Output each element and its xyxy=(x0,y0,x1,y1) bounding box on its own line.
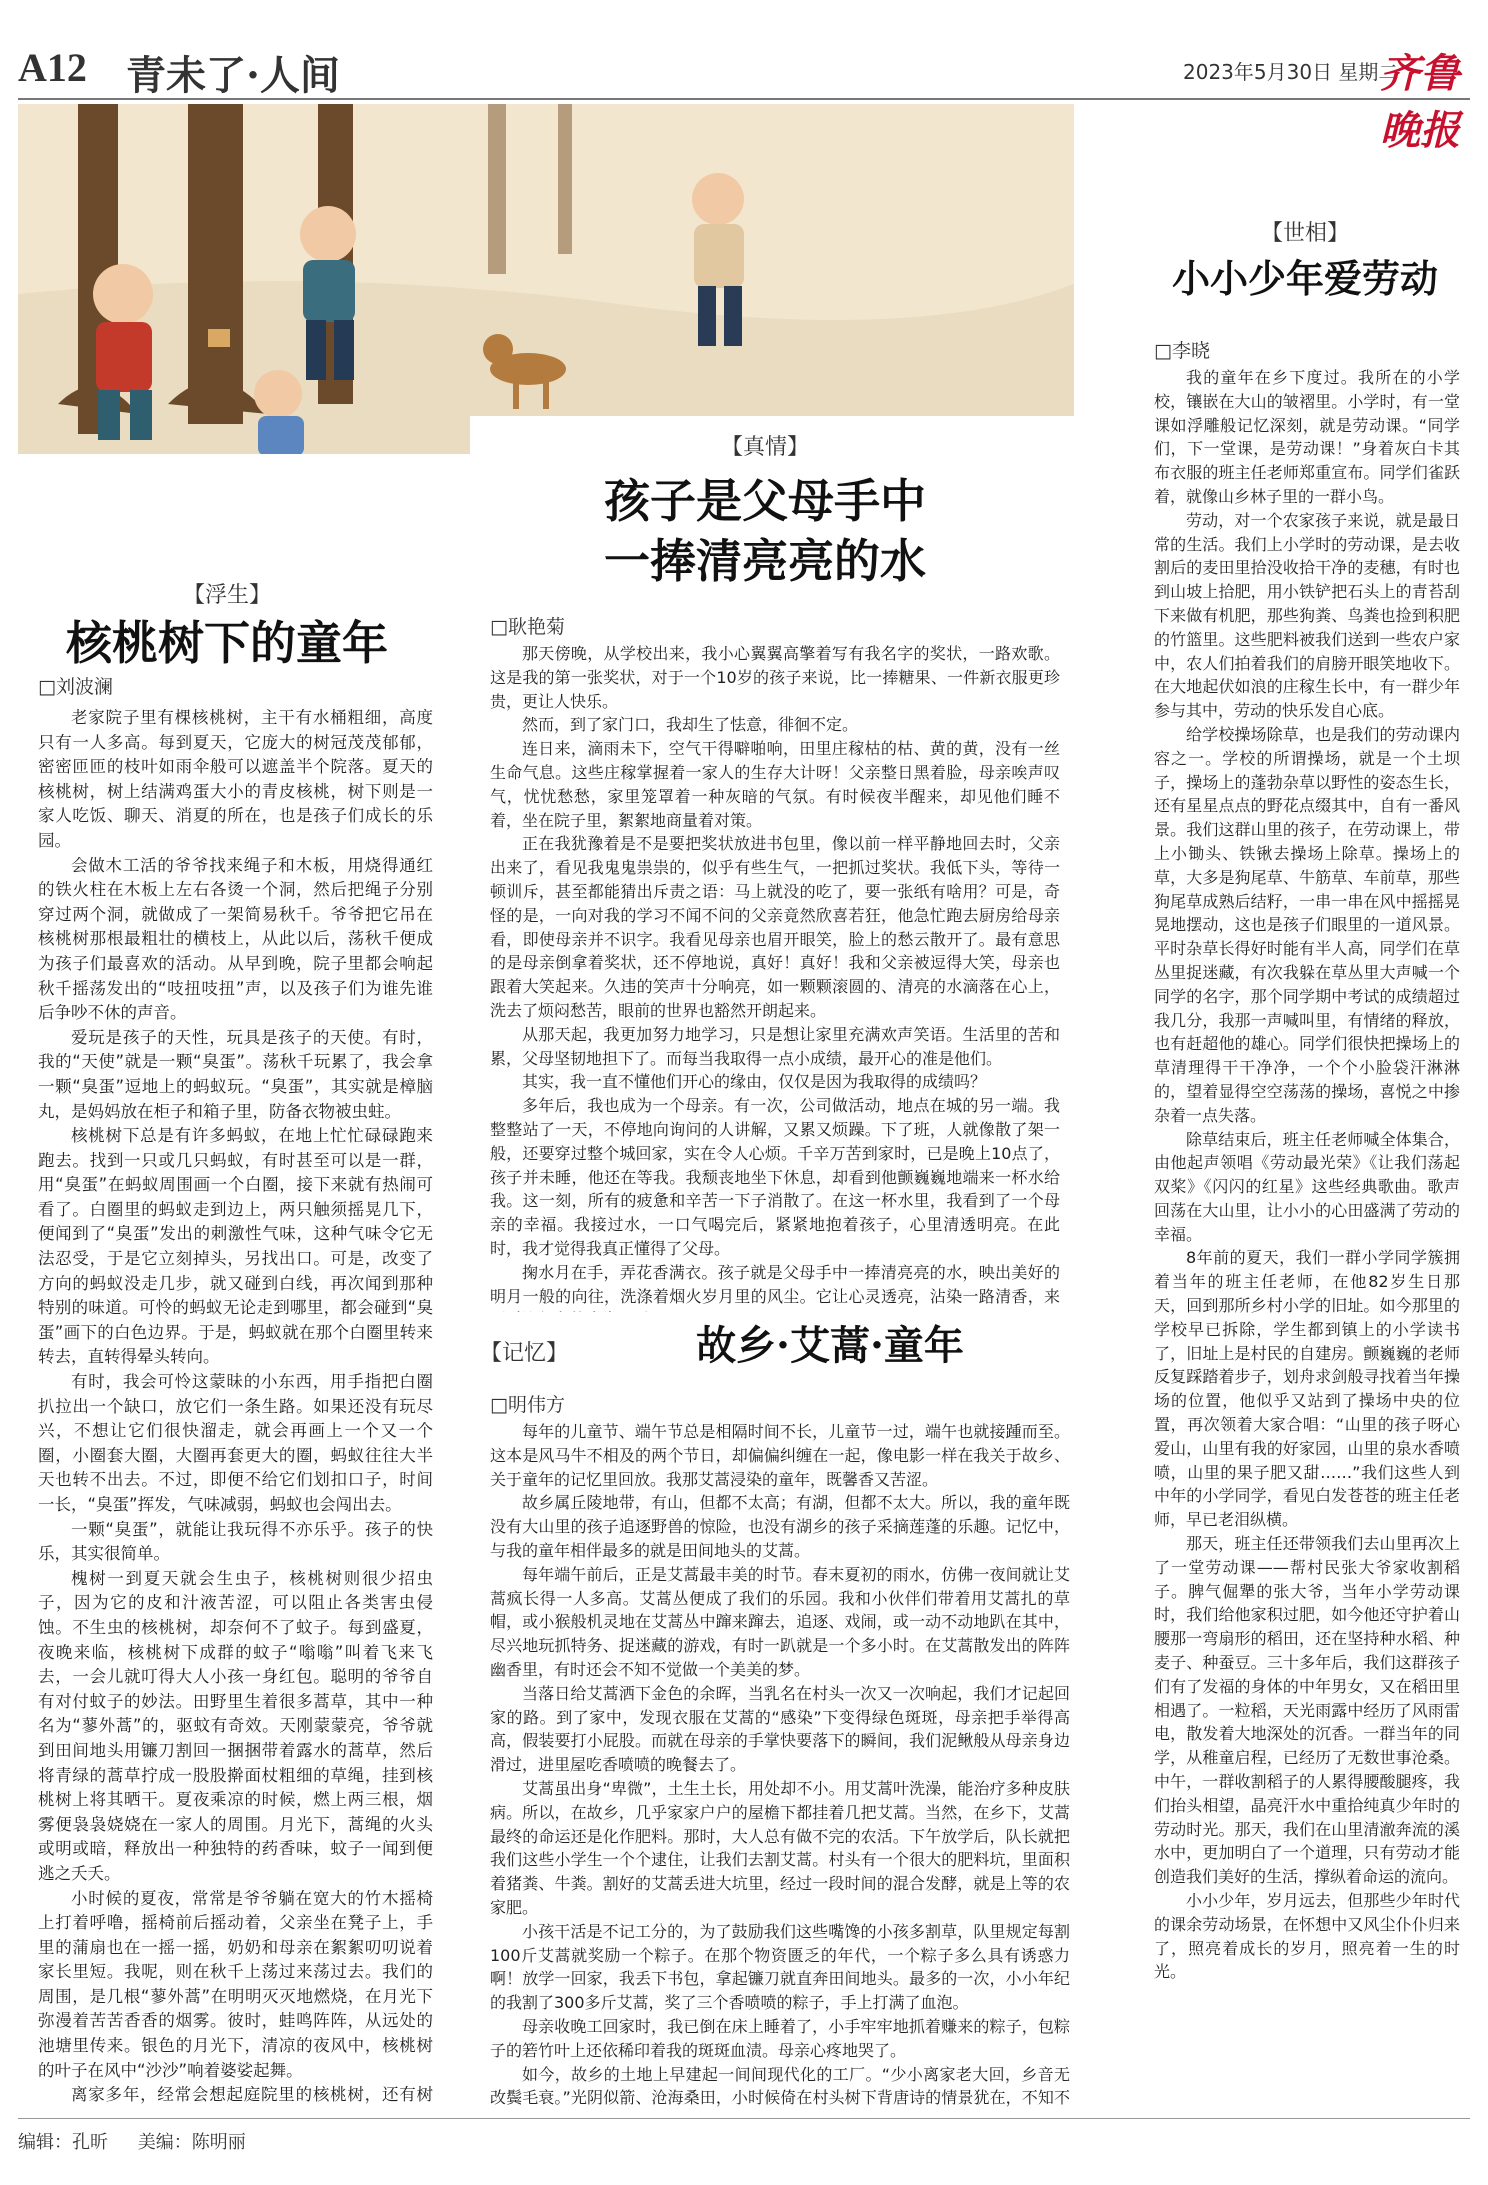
paragraph: 槐树一到夏天就会生虫子，核桃树则很少招虫子，因为它的皮和汁液苦涩，可以阻止各类害虫侵蚀。不生虫的核桃树，却奈何不了蚊子。每到盛夏，夜晚来临，核桃树下成群的蚊子“嗡嗡”叫着飞来飞去，一会儿就叮得大人小孩一身红包。聪明的爷爷自有对付蚊子的妙法。田野里生着很多蒿草，其中一种名为“蓼外蒿”的，驱蚊有奇效。天刚蒙蒙亮，爷爷就到田间地头用镰刀割回一捆捆带着露水的蒿草，然后将青绿的蒿草拧成一股股擀面杖粗细的草绳，挂到核桃树上将其晒干。夏夜乘凉的时候，燃上两三根，烟雾便袅袅娆娆在一家人的周围。月光下，蒿绳的火头或明或暗，释放出一种独特的药香味，蚊子一闻到便逃之夭夭。 xyxy=(38,1568,433,1883)
paragraph: 故乡属丘陵地带，有山，但都不太高；有湖，但都不太大。所以，我的童年既没有大山里的孩子追逐野兽的惊险，也没有湖乡的孩子采摘莲蓬的乐趣。记忆中，与我的童年相伴最多的就是田间地头的艾蒿。 xyxy=(490,1493,1070,1560)
article-author: □刘波澜 xyxy=(38,676,113,698)
paragraph: 8年前的夏天，我们一群小学同学簇拥着当年的班主任老师，在他82岁生日那天，回到那所乡村小学的旧址。如今那里的学校早已拆除，学生都到镇上的小学读书了，旧址上是村民的自建房。颤巍巍的老师反复踩踏着步子，划舟求剑般寻找着当年操场的位置，他似乎又站到了操场中央的位置，再次领着大家合唱：“山里的孩子呀心爱山，山里有我的好家园，山里的泉水香喷喷，山里的果子肥又甜……”我们这些人到中年的小学同学，看见白发苍苍的班主任老师，早已老泪纵横。 xyxy=(1154,1248,1460,1530)
paragraph: 小孩干活是不记工分的，为了鼓励我们这些嘴馋的小孩多割草，队里规定每割100斤艾蒿就奖励一个粽子。在那个物资匮乏的年代，一个粽子多么具有诱惑力啊！放学一回家，我丢下书包，拿起镰刀就直奔田间地头。最多的一次，小小年纪的我割了300多斤艾蒿，奖了三个香喷喷的粽子，手上打满了血泡。 xyxy=(490,1921,1070,2013)
editor-credit: 编辑：孔昕 xyxy=(18,2132,108,2153)
paragraph: 那天，班主任还带领我们去山里再次上了一堂劳动课——帮村民张大爷家收割稻子。脾气倔犟的张大爷，当年小学劳动课时，我们给他家积过肥，如今他还守护着山腰那一弯扇形的稻田，还在坚持种水稻、种麦子、种蚕豆。三十多年后，我们这群孩子们有了发福的身体的中年男女，又在稻田里相遇了。一粒稻，天光雨露中经历了风雨雷电，散发着大地深处的沉香。一群当年的同学，从稚童启程，已经历了无数世事沧桑。中午，一群收割稻子的人累得腰酸腿疼，我们抬头相望，晶亮汗水中重拾纯真少年时的劳动时光。那天，我们在山里清澈奔流的溪水中，更加明白了一个道理，只有劳动才能创造我们美好的生活，撑纵着命运的流向。 xyxy=(1154,1534,1460,1887)
paragraph: 艾蒿虽出身“卑微”，土生土长，用处却不小。用艾蒿叶洗澡，能治疗多种皮肤病。所以，在故乡，几乎家家户户的屋檐下都挂着几把艾蒿。当然，在乡下，艾蒿最终的命运还是化作肥料。那时，大人总有做不完的农活。下午放学后，队长就把我们这些小学生一个个逮住，让我们去割艾蒿。村头有一个很大的肥料坑，里面积着猪粪、牛粪。割好的艾蒿丢进大坑里，经过一段时间的混合发酵，就是上等的农家肥。 xyxy=(490,1778,1070,1917)
paragraph: 劳动，对一个农家孩子来说，就是最日常的生活。我们上小学时的劳动课，是去收割后的麦田里拾没收拾干净的麦穗，有时也到山坡上拾肥，用小铁铲把石头上的青苔刮下来做有机肥，那些狗粪、鸟粪也捡到积肥的竹篮里。这些肥料被我们送到一些农户家中，农人们拍着我们的肩膀开眼笑地收下。在大地起伏如浪的庄稼生长中，有一群少年参与其中，劳动的快乐发自心底。 xyxy=(1154,510,1460,721)
article-walnut-tree xyxy=(18,532,436,2110)
article-body xyxy=(490,1420,1070,2110)
article-title: 小小少年爱劳动 xyxy=(1171,256,1438,301)
children-playing-illustration xyxy=(18,104,1074,454)
paragraph: 一颗“臭蛋”，就能让我玩得不亦乐乎。孩子的快乐，其实很简单。 xyxy=(38,1519,433,1564)
paragraph: 每年的儿童节、端午节总是相隔时间不长，儿童节一过，端午也就接踵而至。这本是风马牛不相及的两个节日，却偏偏纠缠在一起，像电影一样在我关于故乡、关于童年的记忆里回放。我那艾蒿浸染的童年，既馨香又苦涩。 xyxy=(490,1422,1070,1489)
paragraph: 多年后，我也成为一个母亲。有一次，公司做活动，地点在城的另一端。我整整站了一天，不停地向询问的人讲解，又累又烦躁。下了班，人就像散了架一般，还要穿过整个城回家，实在令人心烦。千辛万苦到家时，已是晚上10点了，孩子并未睡，他还在等我。我颓丧地坐下休息，却看到他颤巍巍地端来一杯水给我。这一刻，所有的疲惫和辛苦一下子消散了。在这一杯水里，我看到了一个母亲的幸福。我接过水，一口气喝完后，紧紧地抱着孩子，心里清透明亮。在此时，我才觉得我真正懂得了父母。 xyxy=(490,1096,1060,1258)
article-column-tag: 【浮生】 xyxy=(182,583,271,608)
article-body xyxy=(38,706,433,2106)
paragraph: 掬水月在手，弄花香满衣。孩子就是父母手中一捧清亮亮的水，映出美好的明月一般的向往，洗涤着烟火岁月里的风尘。它让心灵透亮，沾染一路清香，来 xyxy=(490,1262,1060,1306)
section-name: 青未了·人间 xyxy=(126,52,340,99)
issue-date: 2023年5月30日 星期二 xyxy=(1183,60,1399,84)
paragraph: 其实，我一直不懂他们开心的缘由，仅仅是因为我取得的成绩吗？ xyxy=(522,1072,987,1092)
paragraph: 离家多年，经常会想起庭院里的核桃树，还有树 xyxy=(71,2085,433,2105)
article-title: 故乡·艾蒿·童年 xyxy=(696,1322,964,1369)
article-column-tag: 【记忆】 xyxy=(480,1341,569,1366)
paragraph: 核桃树下总是有许多蚂蚁，在地上忙忙碌碌跑来跑去。找到一只或几只蚂蚁，有时甚至可以是一群，用“臭蛋”在蚂蚁周围画一个白圈，接下来就有热闹可看了。白圈里的蚂蚁走到边上，两只触须摇晃几下，便闻到了“臭蛋”发出的刺激性气味，这种气味令它无法忍受，于是它立刻掉头，另找出口。可是，改变了方向的蚂蚁没走几步，就又碰到白线，再次闻到那种特别的味道。可怜的蚂蚁无论走到哪里，都会碰到“臭蛋”画下的白色边界。于是，蚂蚁就在那个白圈里转来转去，直转得晕头转向。 xyxy=(38,1126,433,1367)
article-column-tag: 【世相】 xyxy=(1260,221,1349,246)
paragraph: 小小少年，岁月远去，但那些少年时代的课余劳动场景，在怀想中又风尘仆仆归来了，照亮着成长的岁月，照亮着一生的时光。 xyxy=(1154,1891,1460,1982)
article-clear-water xyxy=(470,416,1125,1321)
article-hometown xyxy=(470,1322,1100,2112)
paragraph: 我的童年在乡下度过。我所在的小学校，镶嵌在大山的皱褶里。小学时，有一堂课如浮雕般记忆深刻，就是劳动课。“同学们，下一堂课，是劳动课！”身着灰白卡其布衣服的班主任老师郑重宣布。同学们雀跃着，就像山乡林子里的一群小鸟。 xyxy=(1154,368,1460,506)
header-illustration xyxy=(18,104,1074,454)
article-body xyxy=(490,642,1060,1312)
paragraph: 老家院子里有棵核桃树，主干有水桶粗细，高度只有一人多高。每到夏天，它庞大的树冠茂茂郁郁，密密匝匝的枝叶如雨伞般可以遮盖半个院落。夏天的核桃树，树上结满鸡蛋大小的青皮核桃，树下则是一家人吃饭、聊天、消夏的所在，也是孩子们成长的乐园。 xyxy=(38,708,433,850)
paragraph: 爱玩是孩子的天性，玩具是孩子的天使。有时，我的“天使”就是一颗“臭蛋”。荡秋千玩累了，我会拿一颗“臭蛋”逗地上的蚂蚁玩。“臭蛋”，其实就是樟脑丸，是妈妈放在柜子和箱子里，防备衣物被虫蛀。 xyxy=(38,1027,433,1121)
footer-divider xyxy=(18,2118,1470,2119)
paragraph: 从那天起，我更加努力地学习，只是想让家里充满欢声笑语。生活里的苦和累，父母坚韧地担下了。而每当我取得一点小成绩，最开心的准是他们。 xyxy=(490,1024,1060,1068)
paragraph: 每年端午前后，正是艾蒿最丰美的时节。春末夏初的雨水，仿佛一夜间就让艾蒿疯长得一人多高。艾蒿丛便成了我们的乐园。我和小伙伴们带着用艾蒿扎的草帽，或小猴般机灵地在艾蒿丛中蹿来蹿去，追逐、戏闹，或一动不动地趴在其中，尽兴地玩抓特务、捉迷藏的游戏，有时一趴就是一个多小时。在艾蒿散发出的阵阵幽香里，有时还会不知不觉做一个美美的梦。 xyxy=(490,1564,1070,1679)
article-body xyxy=(1154,366,1460,2106)
paragraph: 然而，到了家门口，我却生了怯意，徘徊不定。 xyxy=(522,715,859,735)
paragraph: 会做木工活的爷爷找来绳子和木板，用烧得通红的铁火柱在木板上左右各烫一个洞，然后把绳子分别穿过两个洞，就做成了一架简易秋千。爷爷把它吊在核桃树那根最粗壮的横枝上，从此以后，荡秋千便成为孩子们最喜欢的活动。从早到晚，院子里都会响起秋千摇荡发出的“吱扭吱扭”声，以及孩子们为谁先谁后争吵不休的声音。 xyxy=(38,855,433,1023)
paragraph: 连日来，滴雨未下，空气干得噼啪响，田里庄稼枯的枯、黄的黄，没有一丝生命气息。这些庄稼掌握着一家人的生存大计呀！父亲整日黑着脸，母亲唉声叹气，忧忧愁愁，家里笼罩着一种灰暗的气氛。有时候夜半醒来，却见他们睡不着，坐在院子里，絮絮地商量着对策。 xyxy=(490,739,1060,830)
paragraph: 母亲收晚工回家时，我已倒在床上睡着了，小手牢牢地抓着赚来的粽子，包粽子的箬竹叶上还依稀印着我的斑斑血渍。母亲心疼地哭了。 xyxy=(490,2016,1070,2060)
page-number: A12 xyxy=(18,45,87,90)
article-author: □明伟方 xyxy=(490,1394,565,1416)
article-column-tag: 【真情】 xyxy=(720,435,809,460)
paragraph: 当落日给艾蒿洒下金色的余晖，当乳名在村头一次又一次响起，我们才记起回家的路。到了家中，发现衣服在艾蒿的“感染”下变得绿色斑斑，母亲把手举得高高，假装要打小屁股。而就在母亲的手掌快要落下的瞬间，我们泥鳅般从母亲身边滑过，进里屋吃香喷喷的晚餐去了。 xyxy=(490,1683,1070,1775)
paragraph: 给学校操场除草，也是我们的劳动课内容之一。学校的所谓操场，就是一个土坝子，操场上的蓬勃杂草以野性的姿态生长，还有星星点点的野花点缀其中，自有一番风景。我们这群山里的孩子，在劳动课上，带上小锄头、铁锹去操场上除草。操场上的草，大多是狗尾草、牛筋草、车前草，那些狗尾草成熟后结籽，一串一串在风中摇摇晃晃地摆动，这也是孩子们眼里的一道风景。平时杂草长得好时能有半人高，同学们在草丛里捉迷藏，有次我躲在草丛里大声喊一个同学的名字，那个同学期中考试的成绩超过我几分，我那一声喊叫里，有情绪的释放，也有赶超他的雄心。同学们很快把操场上的草清理得干干净净，一个个小脸袋汗淋淋的，望着显得空空荡荡的操场，喜悦之中掺杂着一点失落。 xyxy=(1154,724,1460,1125)
page-footer xyxy=(18,2128,246,2154)
article-young-labor xyxy=(1140,200,1470,2110)
article-title-line1: 孩子是父母手中 xyxy=(604,474,926,528)
masthead xyxy=(18,38,1470,154)
designer-credit: 美编：陈明丽 xyxy=(137,2132,246,2153)
article-author: □李晓 xyxy=(1154,340,1210,362)
article-title: 核桃树下的童年 xyxy=(66,616,388,670)
paragraph: 小时候的夏夜，常常是爷爷躺在宽大的竹木摇椅上打着呼噜，摇椅前后摇动着，父亲坐在凳子上，手里的蒲扇也在一摇一摇，奶奶和母亲在絮絮叨叨说着家长里短。我呢，则在秋千上荡过来荡过去。我们的周围，是几根“蓼外蒿”在明明灭灭地燃烧，在月光下弥漫着苦苦香香的烟雾。彼时，蛙鸣阵阵，从远处的池塘里传来。银色的月光下，清凉的夜风中，核桃树的叶子在风中“沙沙”响着婆娑起舞。 xyxy=(38,1888,433,2080)
article-title-line2: 一捧清亮亮的水 xyxy=(604,534,926,588)
paragraph: 如今，故乡的土地上早建起一间间现代化的工厂。“少小离家老大回，乡音无改鬓毛衰。”光阴似箭、沧海桑田，小时候倚在村头树下背唐诗的情景犹在，不知不 xyxy=(490,2064,1070,2108)
paragraph: 有时，我会可怜这蒙昧的小东西，用手指把白圈扒拉出一个缺口，放它们一条生路。如果还没有玩尽兴，不想让它们很快溜走，就会再画上一个又一个圈，小圈套大圈，大圈再套更大的圈，蚂蚁往往大半天也转不出去。不过，即便不给它们划扣口子，时间一长，“臭蛋”挥发，气味减弱，蚂蚁也会闯出去。 xyxy=(38,1372,433,1514)
paragraph: 除草结束后，班主任老师喊全体集合，由他起声领唱《劳动最光荣》《让我们荡起双桨》《闪闪的红星》这些经典歌曲。歌声回荡在大山里，让小小的心田盛满了劳动的幸福。 xyxy=(1154,1129,1460,1244)
newspaper-logo: 齐鲁晚报 xyxy=(1380,50,1460,154)
paragraph: 正在我犹豫着是不是要把奖状放进书包里，像以前一样平静地回去时，父亲出来了，看见我鬼鬼祟祟的，似乎有些生气，一把抓过奖状。我低下头，等待一顿训斥，甚至都能猜出斥责之语：马上就没的吃了，要一张纸有啥用？可是，奇怪的是，一向对我的学习不闻不问的父亲竟然欣喜若狂，他急忙跑去厨房给母亲看，即使母亲并不识字。我看见母亲也眉开眼笑，脸上的愁云散开了。最有意思的是母亲倒拿着奖状，还不停地说，真好！真好！我和父亲被逗得大笑，母亲也跟着大笑起来。久违的笑声十分响亮，如一颗颗滚圆的、清亮的水滴落在心上，洗去了烦闷愁苦，眼前的世界也豁然开朗起来。 xyxy=(490,834,1060,1020)
paragraph: 那天傍晚，从学校出来，我小心翼翼高擎着写有我名字的奖状，一路欢歌。这是我的第一张奖状，对于一个10岁的孩子来说，比一捧糖果、一件新衣服更珍贵，更让人快乐。 xyxy=(490,644,1060,711)
article-author: □耿艳菊 xyxy=(490,616,565,638)
